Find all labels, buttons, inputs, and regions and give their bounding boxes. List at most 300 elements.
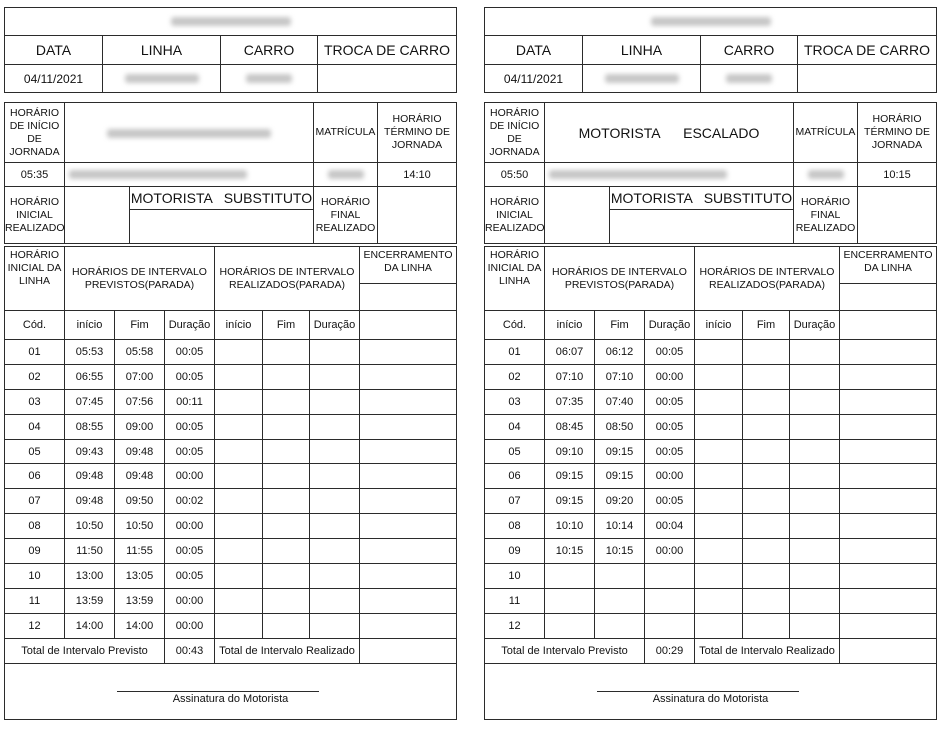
col-start: início bbox=[65, 311, 115, 340]
row-duration: 00:11 bbox=[165, 389, 215, 414]
row-closing bbox=[360, 613, 457, 638]
table-row bbox=[5, 588, 457, 613]
row-end: 07:00 bbox=[115, 364, 165, 389]
row-start: 09:43 bbox=[65, 439, 115, 464]
row-end-realized bbox=[743, 414, 790, 439]
row-end: 09:15 bbox=[595, 439, 645, 464]
line-start-label: HORÁRIO INICIAL DA LINHA bbox=[485, 247, 545, 311]
row-code: 12 bbox=[485, 613, 545, 638]
row-duration: 00:04 bbox=[645, 514, 695, 539]
table-row bbox=[485, 364, 937, 389]
row-end-realized bbox=[743, 389, 790, 414]
row-end-realized bbox=[263, 389, 310, 414]
row-closing bbox=[840, 514, 937, 539]
row-closing bbox=[360, 439, 457, 464]
row-end-realized bbox=[743, 564, 790, 589]
row-duration: 00:02 bbox=[165, 489, 215, 514]
registration-label: MATRÍCULA bbox=[314, 103, 378, 163]
date-label: DATA bbox=[485, 36, 583, 65]
table-row bbox=[5, 340, 457, 365]
row-end-realized bbox=[263, 613, 310, 638]
row-start bbox=[545, 588, 595, 613]
closing-divider bbox=[840, 283, 936, 284]
row-duration-realized bbox=[790, 439, 840, 464]
col-closing bbox=[360, 311, 457, 340]
row-code: 12 bbox=[5, 613, 65, 638]
car-label: CARRO bbox=[221, 36, 318, 65]
total-planned-label: Total de Intervalo Previsto bbox=[485, 638, 645, 663]
row-end: 13:05 bbox=[115, 564, 165, 589]
row-end bbox=[595, 564, 645, 589]
row-end: 09:48 bbox=[115, 464, 165, 489]
row-end-realized bbox=[743, 489, 790, 514]
car-label: CARRO bbox=[701, 36, 798, 65]
car-value bbox=[221, 65, 318, 93]
row-duration: 00:05 bbox=[645, 414, 695, 439]
row-duration-realized bbox=[790, 464, 840, 489]
row-duration-realized bbox=[790, 389, 840, 414]
end-time-value: 14:10 bbox=[378, 163, 457, 187]
row-code: 11 bbox=[5, 588, 65, 613]
row-code: 02 bbox=[485, 364, 545, 389]
row-start: 09:15 bbox=[545, 464, 595, 489]
row-closing bbox=[360, 340, 457, 365]
substitute-driver-label: MOTORISTA SUBSTITUTO bbox=[130, 190, 313, 206]
row-duration-realized bbox=[310, 564, 360, 589]
table-row bbox=[5, 489, 457, 514]
row-code: 03 bbox=[5, 389, 65, 414]
role-title-text: MOTORISTA ESCALADO bbox=[578, 124, 760, 141]
col-end: Fim bbox=[115, 311, 165, 340]
row-code: 05 bbox=[5, 439, 65, 464]
line-closing-label: ENCERRAMENTO DA LINHA bbox=[843, 249, 933, 274]
row-end: 09:20 bbox=[595, 489, 645, 514]
line-start-label: HORÁRIO INICIAL DA LINHA bbox=[5, 247, 65, 311]
final-realized-value bbox=[378, 187, 457, 244]
row-start: 08:45 bbox=[545, 414, 595, 439]
row-duration-realized bbox=[790, 340, 840, 365]
crew-table bbox=[484, 102, 937, 244]
row-code: 05 bbox=[485, 439, 545, 464]
row-end: 06:12 bbox=[595, 340, 645, 365]
row-start: 13:59 bbox=[65, 588, 115, 613]
row-duration-realized bbox=[790, 364, 840, 389]
row-end-realized bbox=[263, 588, 310, 613]
table-row bbox=[5, 439, 457, 464]
row-code: 08 bbox=[5, 514, 65, 539]
car-change-label: TROCA DE CARRO bbox=[798, 36, 937, 65]
crew-table bbox=[4, 102, 457, 244]
planned-intervals-label: HORÁRIOS DE INTERVALO PREVISTOS(PARADA) bbox=[65, 247, 215, 311]
date-label: DATA bbox=[5, 36, 103, 65]
row-start-realized bbox=[695, 389, 743, 414]
row-duration: 00:05 bbox=[165, 539, 215, 564]
row-duration-realized bbox=[790, 414, 840, 439]
row-end: 09:50 bbox=[115, 489, 165, 514]
row-start-realized bbox=[695, 439, 743, 464]
row-start-realized bbox=[215, 489, 263, 514]
row-duration: 00:00 bbox=[165, 588, 215, 613]
row-start: 10:10 bbox=[545, 514, 595, 539]
row-start: 07:45 bbox=[65, 389, 115, 414]
final-realized-label: HORÁRIO FINAL REALIZADO bbox=[314, 187, 378, 244]
row-duration-realized bbox=[310, 364, 360, 389]
role-title bbox=[545, 103, 794, 163]
row-end: 13:59 bbox=[115, 588, 165, 613]
row-duration: 00:00 bbox=[645, 464, 695, 489]
row-end-realized bbox=[743, 514, 790, 539]
table-row bbox=[485, 389, 937, 414]
row-start: 06:07 bbox=[545, 340, 595, 365]
col-cod: Cód. bbox=[485, 311, 545, 340]
car-change-value bbox=[318, 65, 457, 93]
total-planned-value: 00:43 bbox=[165, 638, 215, 663]
row-duration: 00:00 bbox=[645, 539, 695, 564]
row-end: 07:40 bbox=[595, 389, 645, 414]
row-closing bbox=[360, 389, 457, 414]
row-end: 14:00 bbox=[115, 613, 165, 638]
row-closing bbox=[360, 564, 457, 589]
row-duration: 00:05 bbox=[165, 414, 215, 439]
col-closing bbox=[840, 311, 937, 340]
row-duration: 00:05 bbox=[165, 364, 215, 389]
row-code: 01 bbox=[5, 340, 65, 365]
total-planned-value: 00:29 bbox=[645, 638, 695, 663]
table-row bbox=[485, 340, 937, 365]
row-end-realized bbox=[263, 439, 310, 464]
row-code: 02 bbox=[5, 364, 65, 389]
row-code: 11 bbox=[485, 588, 545, 613]
row-start-realized bbox=[695, 539, 743, 564]
row-start: 09:15 bbox=[545, 489, 595, 514]
table-row bbox=[485, 514, 937, 539]
card-header-table bbox=[4, 7, 457, 93]
row-closing bbox=[360, 489, 457, 514]
row-start-realized bbox=[215, 464, 263, 489]
row-end: 10:15 bbox=[595, 539, 645, 564]
row-closing bbox=[840, 464, 937, 489]
end-time-value: 10:15 bbox=[858, 163, 937, 187]
row-duration-realized bbox=[790, 539, 840, 564]
table-row bbox=[485, 564, 937, 589]
row-duration: 00:05 bbox=[645, 489, 695, 514]
row-start: 10:50 bbox=[65, 514, 115, 539]
row-start: 05:53 bbox=[65, 340, 115, 365]
row-duration-realized bbox=[310, 489, 360, 514]
row-code: 04 bbox=[5, 414, 65, 439]
col-duration-realized: Duração bbox=[310, 311, 360, 340]
row-end-realized bbox=[743, 439, 790, 464]
end-time-label: HORÁRIO TÉRMINO DE JORNADA bbox=[858, 103, 937, 163]
row-end-realized bbox=[743, 464, 790, 489]
redacted-name bbox=[69, 170, 247, 179]
intervals-table bbox=[484, 246, 937, 720]
row-closing bbox=[840, 414, 937, 439]
row-code: 08 bbox=[485, 514, 545, 539]
employee-name bbox=[545, 163, 794, 187]
row-code: 07 bbox=[5, 489, 65, 514]
row-start-realized bbox=[695, 340, 743, 365]
row-end: 10:50 bbox=[115, 514, 165, 539]
initial-realized-label: HORÁRIO INICIAL REALIZADO bbox=[485, 187, 545, 244]
row-code: 04 bbox=[485, 414, 545, 439]
table-row bbox=[485, 439, 937, 464]
signature-line bbox=[117, 691, 319, 692]
car-change-value bbox=[798, 65, 937, 93]
redacted-car bbox=[726, 74, 772, 83]
row-duration: 00:05 bbox=[645, 439, 695, 464]
line-closing-label: ENCERRAMENTO DA LINHA bbox=[363, 249, 453, 274]
row-closing bbox=[360, 539, 457, 564]
substitute-divider bbox=[610, 209, 793, 210]
redacted-company bbox=[171, 17, 291, 26]
row-duration-realized bbox=[310, 514, 360, 539]
intervals-table bbox=[4, 246, 457, 720]
total-planned-label: Total de Intervalo Previsto bbox=[5, 638, 165, 663]
row-duration: 00:05 bbox=[165, 340, 215, 365]
start-time-value: 05:35 bbox=[5, 163, 65, 187]
line-value bbox=[103, 65, 221, 93]
car-change-label: TROCA DE CARRO bbox=[318, 36, 457, 65]
col-start-realized: início bbox=[695, 311, 743, 340]
route-card-left bbox=[4, 7, 456, 720]
col-duration: Duração bbox=[165, 311, 215, 340]
table-row bbox=[485, 489, 937, 514]
row-code: 09 bbox=[5, 539, 65, 564]
initial-realized-value bbox=[545, 187, 610, 244]
row-code: 10 bbox=[5, 564, 65, 589]
signature-box bbox=[5, 663, 457, 719]
row-start: 10:15 bbox=[545, 539, 595, 564]
row-duration-realized bbox=[790, 514, 840, 539]
table-row bbox=[485, 613, 937, 638]
line-closing-cell bbox=[360, 247, 457, 311]
row-duration-realized bbox=[310, 588, 360, 613]
line-value bbox=[583, 65, 701, 93]
substitute-driver-label: MOTORISTA SUBSTITUTO bbox=[610, 190, 793, 206]
redacted-company bbox=[651, 17, 771, 26]
planned-intervals-label: HORÁRIOS DE INTERVALO PREVISTOS(PARADA) bbox=[545, 247, 695, 311]
date-value: 04/11/2021 bbox=[5, 65, 103, 93]
row-duration-realized bbox=[310, 414, 360, 439]
route-card-right bbox=[484, 7, 936, 720]
row-end: 05:58 bbox=[115, 340, 165, 365]
row-end: 07:10 bbox=[595, 364, 645, 389]
row-duration bbox=[645, 613, 695, 638]
table-row bbox=[485, 588, 937, 613]
row-duration-realized bbox=[790, 564, 840, 589]
col-duration: Duração bbox=[645, 311, 695, 340]
row-start-realized bbox=[695, 588, 743, 613]
row-closing bbox=[360, 414, 457, 439]
row-closing bbox=[840, 439, 937, 464]
row-end: 09:00 bbox=[115, 414, 165, 439]
row-duration-realized bbox=[790, 613, 840, 638]
date-value: 04/11/2021 bbox=[485, 65, 583, 93]
total-realized-label: Total de Intervalo Realizado bbox=[215, 638, 360, 663]
row-start-realized bbox=[695, 613, 743, 638]
row-end bbox=[595, 588, 645, 613]
row-start: 08:55 bbox=[65, 414, 115, 439]
row-start: 07:10 bbox=[545, 364, 595, 389]
row-start-realized bbox=[695, 364, 743, 389]
row-start-realized bbox=[695, 514, 743, 539]
row-duration: 00:00 bbox=[645, 364, 695, 389]
col-end: Fim bbox=[595, 311, 645, 340]
table-row bbox=[5, 613, 457, 638]
row-end: 11:55 bbox=[115, 539, 165, 564]
row-start: 11:50 bbox=[65, 539, 115, 564]
table-row bbox=[5, 364, 457, 389]
row-closing bbox=[360, 588, 457, 613]
col-cod: Cód. bbox=[5, 311, 65, 340]
row-closing bbox=[840, 564, 937, 589]
row-closing bbox=[840, 389, 937, 414]
row-duration-realized bbox=[310, 389, 360, 414]
row-duration: 00:00 bbox=[165, 464, 215, 489]
car-value bbox=[701, 65, 798, 93]
row-duration-realized bbox=[310, 340, 360, 365]
table-row bbox=[5, 514, 457, 539]
row-end-realized bbox=[263, 514, 310, 539]
final-realized-label: HORÁRIO FINAL REALIZADO bbox=[794, 187, 858, 244]
row-duration: 00:05 bbox=[165, 439, 215, 464]
row-start: 09:48 bbox=[65, 464, 115, 489]
row-duration: 00:05 bbox=[645, 340, 695, 365]
company-name bbox=[5, 8, 457, 36]
row-end: 08:50 bbox=[595, 414, 645, 439]
row-duration: 00:05 bbox=[645, 389, 695, 414]
row-code: 07 bbox=[485, 489, 545, 514]
row-end-realized bbox=[263, 489, 310, 514]
row-end-realized bbox=[743, 539, 790, 564]
row-duration-realized bbox=[310, 613, 360, 638]
total-realized-value bbox=[840, 638, 937, 663]
row-start-realized bbox=[215, 613, 263, 638]
row-start-realized bbox=[215, 364, 263, 389]
row-duration bbox=[645, 564, 695, 589]
total-realized-value bbox=[360, 638, 457, 663]
redacted-line bbox=[125, 74, 199, 83]
row-end-realized bbox=[263, 340, 310, 365]
row-start bbox=[545, 613, 595, 638]
row-duration: 00:00 bbox=[165, 613, 215, 638]
row-start-realized bbox=[215, 389, 263, 414]
row-end bbox=[595, 613, 645, 638]
row-start-realized bbox=[695, 489, 743, 514]
role-title bbox=[65, 103, 314, 163]
row-start-realized bbox=[695, 464, 743, 489]
row-duration-realized bbox=[310, 539, 360, 564]
table-row bbox=[5, 464, 457, 489]
table-row bbox=[485, 414, 937, 439]
row-end: 09:15 bbox=[595, 464, 645, 489]
row-start: 06:55 bbox=[65, 364, 115, 389]
row-code: 06 bbox=[485, 464, 545, 489]
col-end-realized: Fim bbox=[743, 311, 790, 340]
realized-intervals-label: HORÁRIOS DE INTERVALO REALIZADOS(PARADA) bbox=[695, 247, 840, 311]
row-start: 09:48 bbox=[65, 489, 115, 514]
row-end-realized bbox=[263, 464, 310, 489]
end-time-label: HORÁRIO TÉRMINO DE JORNADA bbox=[378, 103, 457, 163]
row-duration-realized bbox=[310, 464, 360, 489]
row-end-realized bbox=[743, 613, 790, 638]
row-code: 10 bbox=[485, 564, 545, 589]
row-start bbox=[545, 564, 595, 589]
line-label: LINHA bbox=[583, 36, 701, 65]
row-end-realized bbox=[743, 364, 790, 389]
row-end-realized bbox=[743, 340, 790, 365]
row-closing bbox=[360, 464, 457, 489]
row-end-realized bbox=[263, 364, 310, 389]
row-code: 06 bbox=[5, 464, 65, 489]
col-start: início bbox=[545, 311, 595, 340]
row-start-realized bbox=[215, 340, 263, 365]
row-end: 09:48 bbox=[115, 439, 165, 464]
substitute-divider bbox=[130, 209, 313, 210]
row-start-realized bbox=[695, 414, 743, 439]
row-start: 09:10 bbox=[545, 439, 595, 464]
signature-label: Assinatura do Motorista bbox=[652, 692, 769, 705]
row-end-realized bbox=[263, 539, 310, 564]
substitute-driver-cell bbox=[610, 187, 794, 244]
row-closing bbox=[840, 613, 937, 638]
row-start-realized bbox=[215, 439, 263, 464]
row-end: 10:14 bbox=[595, 514, 645, 539]
row-duration: 00:00 bbox=[165, 514, 215, 539]
start-time-label: HORÁRIO DE INÍCIO DE JORNADA bbox=[5, 103, 65, 163]
row-duration bbox=[645, 588, 695, 613]
col-start-realized: início bbox=[215, 311, 263, 340]
row-end: 07:56 bbox=[115, 389, 165, 414]
company-name bbox=[485, 8, 937, 36]
start-time-label: HORÁRIO DE INÍCIO DE JORNADA bbox=[485, 103, 545, 163]
row-code: 09 bbox=[485, 539, 545, 564]
row-start-realized bbox=[695, 564, 743, 589]
row-start-realized bbox=[215, 564, 263, 589]
row-duration: 00:05 bbox=[165, 564, 215, 589]
signature-box bbox=[485, 663, 937, 719]
row-start: 13:00 bbox=[65, 564, 115, 589]
table-row bbox=[5, 414, 457, 439]
registration-value bbox=[794, 163, 858, 187]
row-start-realized bbox=[215, 414, 263, 439]
col-end-realized: Fim bbox=[263, 311, 310, 340]
substitute-driver-cell bbox=[130, 187, 314, 244]
start-time-value: 05:50 bbox=[485, 163, 545, 187]
initial-realized-label: HORÁRIO INICIAL REALIZADO bbox=[5, 187, 65, 244]
total-realized-label: Total de Intervalo Realizado bbox=[695, 638, 840, 663]
row-closing bbox=[360, 364, 457, 389]
row-duration-realized bbox=[310, 439, 360, 464]
line-closing-cell bbox=[840, 247, 937, 311]
row-closing bbox=[840, 489, 937, 514]
realized-intervals-label: HORÁRIOS DE INTERVALO REALIZADOS(PARADA) bbox=[215, 247, 360, 311]
row-closing bbox=[840, 340, 937, 365]
table-row bbox=[5, 564, 457, 589]
table-row bbox=[485, 464, 937, 489]
row-start: 07:35 bbox=[545, 389, 595, 414]
row-start-realized bbox=[215, 539, 263, 564]
row-closing bbox=[360, 514, 457, 539]
row-start-realized bbox=[215, 514, 263, 539]
row-start: 14:00 bbox=[65, 613, 115, 638]
closing-divider bbox=[360, 283, 456, 284]
row-end-realized bbox=[263, 414, 310, 439]
initial-realized-value bbox=[65, 187, 130, 244]
row-duration-realized bbox=[790, 588, 840, 613]
row-duration-realized bbox=[790, 489, 840, 514]
